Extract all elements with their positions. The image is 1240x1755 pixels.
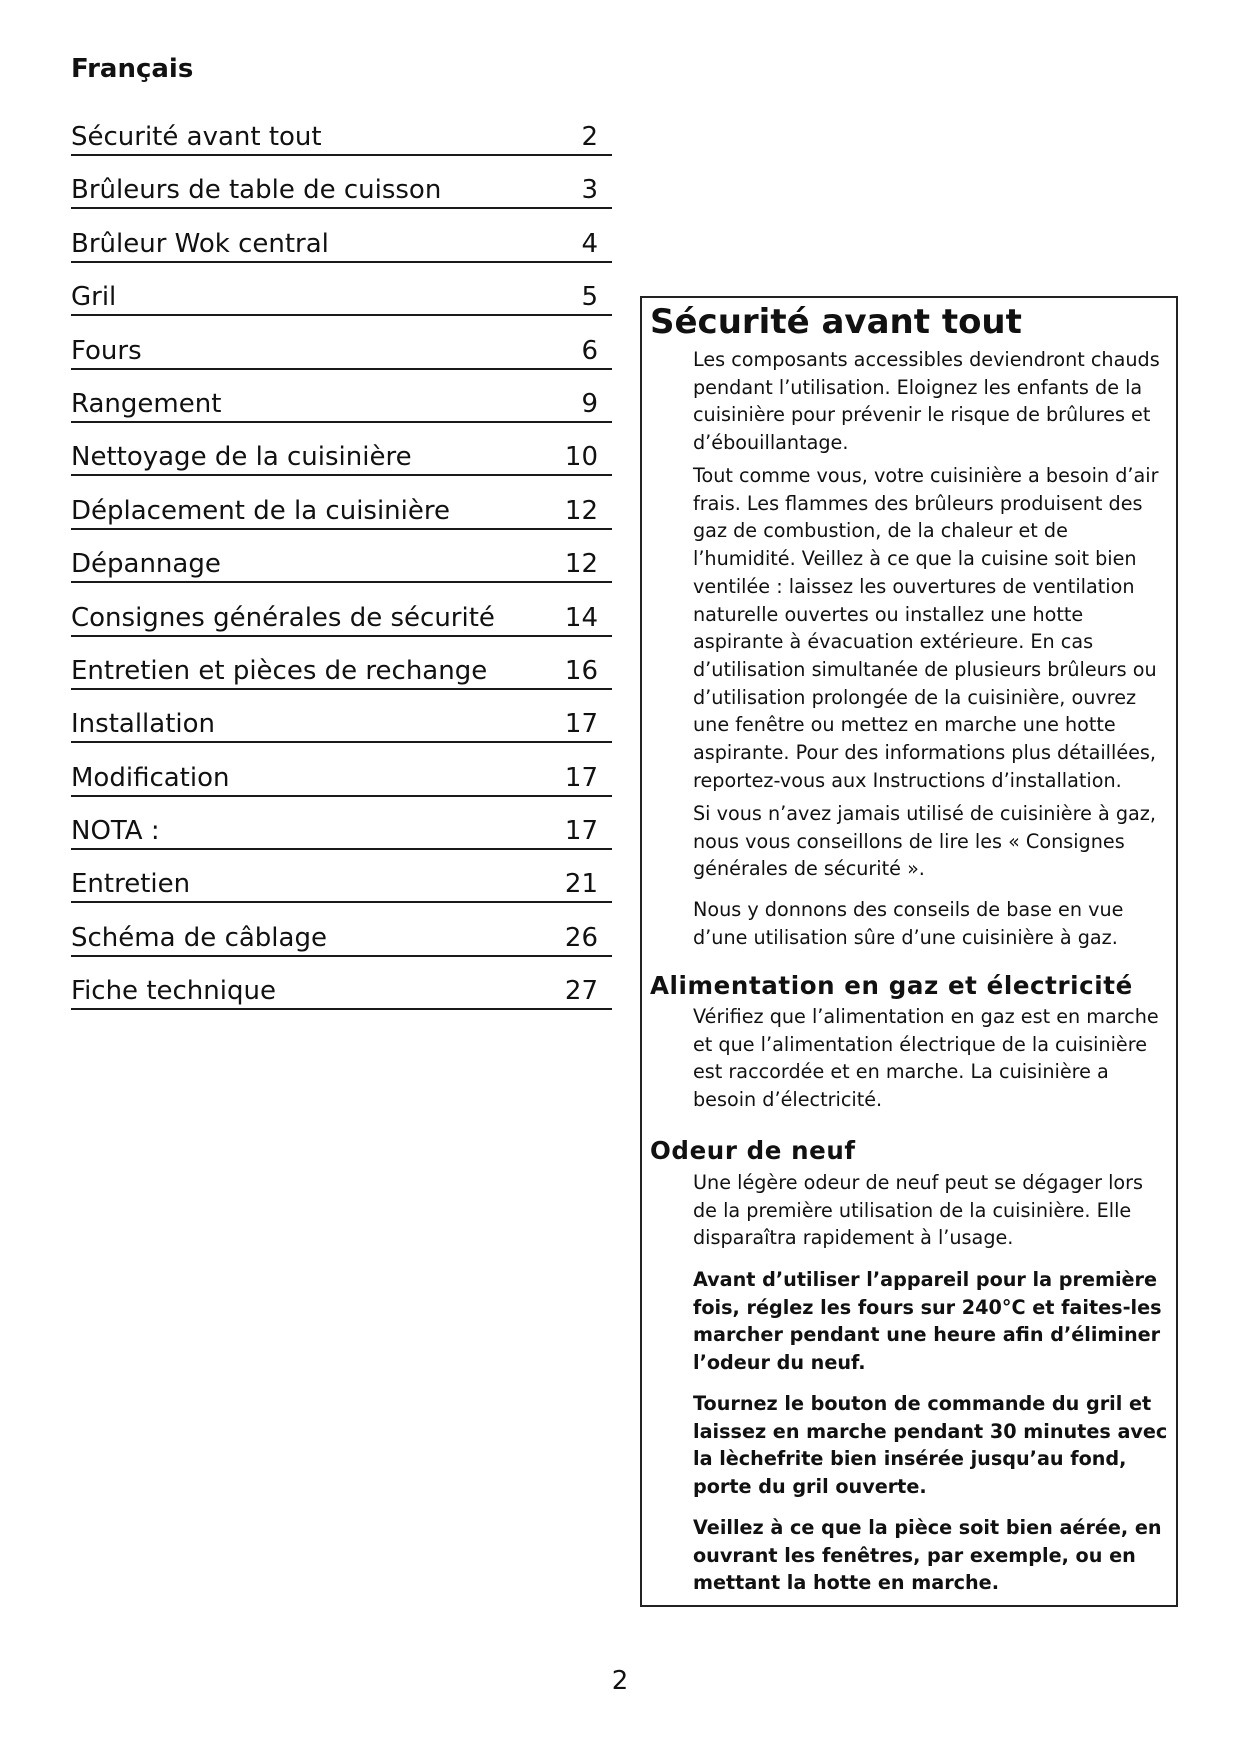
toc-item-page: 12 bbox=[564, 549, 598, 580]
toc-item[interactable] bbox=[71, 906, 612, 957]
toc-item[interactable] bbox=[71, 959, 612, 1010]
toc-item-title: Brûleur Wok central bbox=[71, 228, 329, 259]
toc-item-title: Gril bbox=[71, 282, 117, 313]
toc-item-title: Installation bbox=[71, 709, 216, 740]
toc-item[interactable] bbox=[71, 746, 612, 797]
toc-item[interactable] bbox=[71, 639, 612, 690]
toc-item-page: 2 bbox=[581, 122, 598, 152]
table-of-contents bbox=[71, 105, 612, 1013]
toc-item[interactable] bbox=[71, 372, 612, 423]
toc-item[interactable] bbox=[71, 212, 612, 263]
toc-item[interactable] bbox=[71, 265, 612, 316]
supply-heading: Alimentation en gaz et électricité bbox=[650, 971, 1133, 1000]
toc-item-title: Entretien bbox=[71, 869, 191, 900]
toc-item-page: 4 bbox=[581, 228, 598, 259]
toc-item[interactable] bbox=[71, 799, 612, 850]
toc-item-title: Consignes générales de sécurité bbox=[71, 602, 495, 633]
safety-paragraph: Si vous n’avez jamais utilisé de cuisinière à gaz, nous vous conseillons de lire les « Consignes générales de sécurité ». bbox=[693, 802, 1156, 881]
toc-item-page: 21 bbox=[564, 869, 598, 900]
page-number: 2 bbox=[611, 1666, 629, 1696]
smell-paragraph: Une légère odeur de neuf peut se dégager lors de la première utilisation de la cuisinière. Elle disparaîtra rapidement à l’usage. bbox=[693, 1171, 1144, 1250]
bold-instruction: Veillez à ce que la pièce soit bien aérée, en ouvrant les fenêtres, par exemple, ou en mettant la hotte en marche. bbox=[693, 1516, 1162, 1595]
toc-item[interactable] bbox=[71, 532, 612, 583]
toc-item-title: Schéma de câblage bbox=[71, 922, 327, 953]
safety-paragraph: Les composants accessibles deviendront chauds pendant l’utilisation. Eloignez les enfants de la cuisinière pour prévenir le risque de brûlures et d’ébouillantage. bbox=[693, 348, 1160, 455]
toc-item-title: Dépannage bbox=[71, 549, 221, 580]
bold-instruction: Tournez le bouton de commande du gril et laissez en marche pendant 30 minutes avec la lèchefrite bien insérée jusqu’au fond, porte du gril ouverte. bbox=[693, 1392, 1168, 1499]
toc-item-page: 16 bbox=[564, 655, 598, 686]
toc-item-title: Déplacement de la cuisinière bbox=[71, 495, 450, 526]
safety-paragraph: Nous y donnons des conseils de base en vue d’une utilisation sûre d’une cuisinière à gaz. bbox=[693, 898, 1124, 949]
toc-item-page: 14 bbox=[564, 602, 598, 633]
toc-item-page: 17 bbox=[564, 762, 598, 793]
toc-item-page: 9 bbox=[581, 388, 598, 419]
toc-item-title: Modification bbox=[71, 762, 230, 793]
bold-instruction: Avant d’utiliser l’appareil pour la première fois, réglez les fours sur 240°C et faites-les marcher pendant une heure afin d’éliminer l’odeur du neuf. bbox=[693, 1268, 1162, 1375]
toc-item-page: 17 bbox=[564, 816, 598, 847]
toc-item-page: 17 bbox=[564, 709, 598, 740]
toc-item-title: Nettoyage de la cuisinière bbox=[71, 442, 412, 473]
toc-item-title: NOTA : bbox=[71, 816, 160, 847]
toc-item[interactable] bbox=[71, 319, 612, 370]
toc-item[interactable] bbox=[71, 425, 612, 476]
toc-item[interactable] bbox=[71, 479, 612, 530]
toc-item-title: Rangement bbox=[71, 388, 222, 419]
toc-item-page: 6 bbox=[581, 335, 598, 366]
toc-item[interactable] bbox=[71, 692, 612, 743]
safety-paragraph: Tout comme vous, votre cuisinière a besoin d’air frais. Les flammes des brûleurs produisent des gaz de combustion, de la chaleur et de l’humidité. Veillez à ce que la cuisine soit bien ventilée : laissez les ouvertures de ventilation naturelle ouvertes ou installez une hotte aspirante à évacuation extérieure. En cas d’utilisation simultanée de plusieurs brûleurs ou d’utilisation prolongée de la cuisinière, ouvrez une fenêtre ou mettez en marche une hotte aspirante. Pour des informations plus détaillées, reportez-vous aux Instructions d’installation. bbox=[693, 464, 1159, 792]
safety-box bbox=[640, 296, 1178, 1607]
toc-item-title: Fours bbox=[71, 335, 142, 366]
smell-heading: Odeur de neuf bbox=[650, 1136, 856, 1165]
toc-item[interactable] bbox=[71, 852, 612, 903]
language-heading: Français bbox=[71, 54, 194, 84]
toc-item-page: 5 bbox=[581, 282, 598, 313]
toc-item-page: 3 bbox=[581, 175, 598, 206]
toc-item[interactable] bbox=[71, 586, 612, 637]
safety-title: Sécurité avant tout bbox=[650, 302, 1022, 342]
supply-paragraph: Vérifiez que l’alimentation en gaz est en marche et que l’alimentation électrique de la cuisinière est raccordée et en marche. La cuisinière a besoin d’électricité. bbox=[693, 1005, 1159, 1112]
toc-item[interactable] bbox=[71, 105, 612, 156]
toc-item-title: Brûleurs de table de cuisson bbox=[71, 175, 442, 206]
toc-item-title: Sécurité avant tout bbox=[71, 122, 322, 152]
toc-item-page: 26 bbox=[564, 922, 598, 953]
toc-item-page: 12 bbox=[564, 495, 598, 526]
toc-item-page: 27 bbox=[564, 976, 598, 1007]
toc-item[interactable] bbox=[71, 158, 612, 209]
toc-item-title: Entretien et pièces de rechange bbox=[71, 655, 488, 686]
toc-item-page: 10 bbox=[564, 442, 598, 473]
toc-item-title: Fiche technique bbox=[71, 976, 276, 1007]
